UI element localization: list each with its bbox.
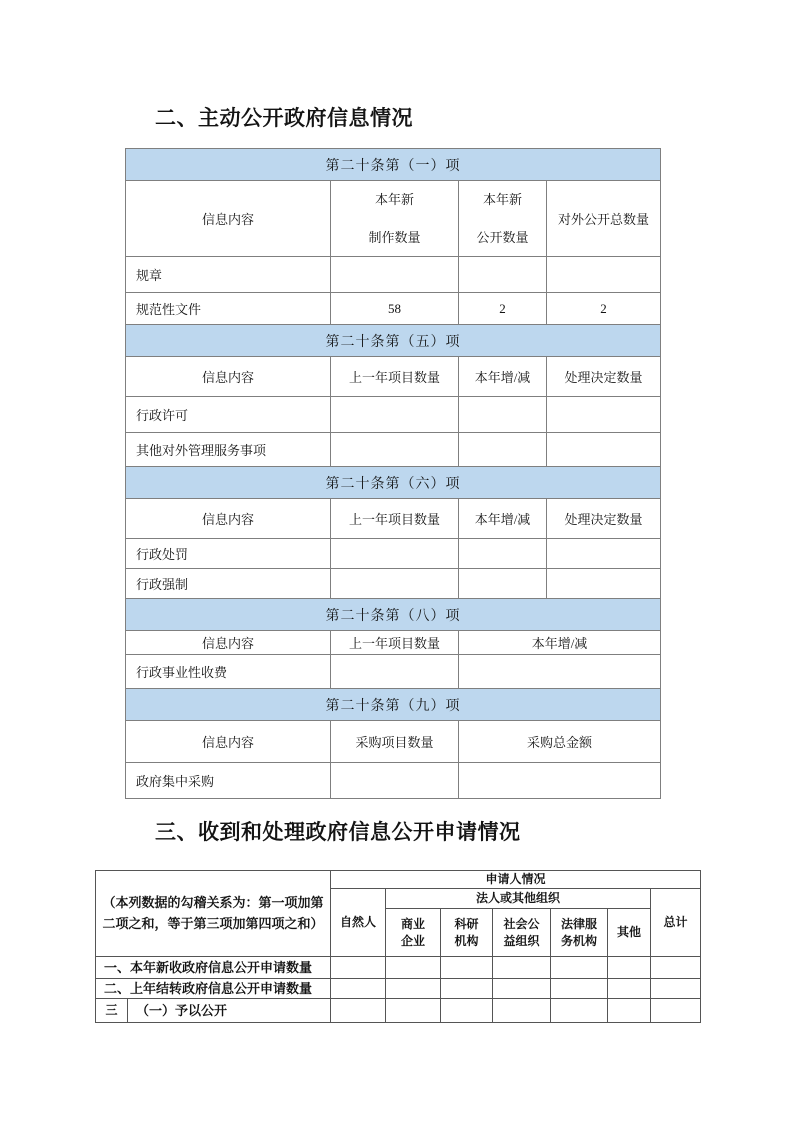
col-header-info-content: 信息内容 — [126, 721, 331, 763]
section-header-row — [126, 149, 661, 181]
empty-cell — [551, 979, 608, 999]
empty-cell — [441, 979, 493, 999]
col-header-prev-year-count: 上一年项目数量 — [331, 631, 459, 655]
table-row — [96, 957, 701, 979]
row-label-normative-documents: 规范性文件 — [126, 293, 331, 325]
empty-cell — [459, 569, 547, 599]
empty-cell — [651, 999, 701, 1023]
col-header-change: 本年增/减 — [459, 357, 547, 397]
col-header-change: 本年增/减 — [459, 499, 547, 539]
col-header-legal-or-other-org: 法人或其他组织 — [386, 889, 651, 909]
row-index-three: 三 — [96, 999, 128, 1023]
section-title: 第二十条第（一）项 — [126, 149, 661, 181]
column-header-row — [126, 631, 661, 655]
applicant-header-row — [96, 871, 701, 889]
column-header-row — [126, 721, 661, 763]
table-row — [126, 763, 661, 799]
table-row — [126, 655, 661, 689]
empty-cell — [547, 569, 661, 599]
empty-cell — [331, 763, 459, 799]
table-row — [126, 569, 661, 599]
empty-cell — [386, 957, 441, 979]
empty-cell — [459, 397, 547, 433]
col-header-info-content: 信息内容 — [126, 631, 331, 655]
col-header-natural-person: 自然人 — [331, 889, 386, 957]
row-label-new-applications: 一、本年新收政府信息公开申请数量 — [96, 957, 331, 979]
col-header-procurement-amount: 采购总金额 — [459, 721, 661, 763]
empty-cell — [331, 569, 459, 599]
empty-cell — [441, 957, 493, 979]
empty-cell — [608, 999, 651, 1023]
column-header-row — [126, 181, 661, 257]
empty-cell — [551, 999, 608, 1023]
cell-value: 58 — [331, 293, 459, 325]
empty-cell — [547, 539, 661, 569]
col-header-prev-year-count: 上一年项目数量 — [331, 357, 459, 397]
empty-cell — [547, 257, 661, 293]
col-header-prev-year-count: 上一年项目数量 — [331, 499, 459, 539]
empty-cell — [331, 957, 386, 979]
table-row — [96, 999, 701, 1023]
row-label-other-services: 其他对外管理服务事项 — [126, 433, 331, 467]
cell-value: 2 — [459, 293, 547, 325]
section-title: 第二十条第（九）项 — [126, 689, 661, 721]
applications-table — [95, 870, 701, 1023]
empty-cell — [331, 397, 459, 433]
empty-cell — [386, 979, 441, 999]
col-header-total-public-count: 对外公开总数量 — [547, 181, 661, 257]
col-header-info-content: 信息内容 — [126, 499, 331, 539]
table-row — [126, 293, 661, 325]
row-label-admin-licensing: 行政许可 — [126, 397, 331, 433]
empty-cell — [386, 999, 441, 1023]
table-row — [96, 979, 701, 999]
row-label-admin-penalty: 行政处罚 — [126, 539, 331, 569]
proactive-disclosure-table — [125, 148, 661, 799]
empty-cell — [608, 957, 651, 979]
col-header-decision-count: 处理决定数量 — [547, 357, 661, 397]
empty-cell — [331, 979, 386, 999]
section-title: 第二十条第（六）项 — [126, 467, 661, 499]
section-title: 第二十条第（五）项 — [126, 325, 661, 357]
col-header-new-made-count: 本年新 制作数量 — [331, 181, 459, 257]
row-label-granted-disclosure: （一）予以公开 — [128, 999, 331, 1023]
section3-heading: 三、收到和处理政府信息公开申请情况 — [155, 821, 521, 844]
empty-cell — [493, 957, 551, 979]
col-header-commercial-enterprise: 商业 企业 — [386, 909, 441, 957]
corner-note: （本列数据的勾稽关系为：第一项加第二项之和，等于第三项加第四项之和） — [96, 871, 331, 957]
empty-cell — [331, 999, 386, 1023]
section-header-row — [126, 599, 661, 631]
table-row — [126, 433, 661, 467]
empty-cell — [493, 999, 551, 1023]
table-row — [126, 397, 661, 433]
empty-cell — [651, 957, 701, 979]
empty-cell — [459, 433, 547, 467]
table-row — [126, 539, 661, 569]
empty-cell — [331, 539, 459, 569]
column-header-row — [126, 499, 661, 539]
col-header-legal-service-org: 法律服 务机构 — [551, 909, 608, 957]
row-label-regulations: 规章 — [126, 257, 331, 293]
col-header-info-content: 信息内容 — [126, 181, 331, 257]
row-label-admin-fees: 行政事业性收费 — [126, 655, 331, 689]
col-header-total: 总计 — [651, 889, 701, 957]
col-header-public-welfare-org: 社会公 益组织 — [493, 909, 551, 957]
section-header-row — [126, 689, 661, 721]
empty-cell — [608, 979, 651, 999]
empty-cell — [493, 979, 551, 999]
col-header-procurement-count: 采购项目数量 — [331, 721, 459, 763]
empty-cell — [331, 655, 459, 689]
col-header-decision-count: 处理决定数量 — [547, 499, 661, 539]
empty-cell — [547, 433, 661, 467]
empty-cell — [459, 763, 661, 799]
empty-cell — [331, 257, 459, 293]
table-row — [126, 257, 661, 293]
section-header-row — [126, 467, 661, 499]
empty-cell — [459, 539, 547, 569]
empty-cell — [651, 979, 701, 999]
col-header-applicant-situation: 申请人情况 — [331, 871, 701, 889]
section-title: 第二十条第（八）项 — [126, 599, 661, 631]
section2-heading: 二、主动公开政府信息情况 — [155, 107, 413, 130]
section-header-row — [126, 325, 661, 357]
col-header-info-content: 信息内容 — [126, 357, 331, 397]
row-label-carried-over-applications: 二、上年结转政府信息公开申请数量 — [96, 979, 331, 999]
row-label-admin-coercion: 行政强制 — [126, 569, 331, 599]
empty-cell — [551, 957, 608, 979]
empty-cell — [459, 257, 547, 293]
column-header-row — [126, 357, 661, 397]
col-header-new-published-count: 本年新 公开数量 — [459, 181, 547, 257]
row-label-centralized-procurement: 政府集中采购 — [126, 763, 331, 799]
col-header-other: 其他 — [608, 909, 651, 957]
cell-value: 2 — [547, 293, 661, 325]
empty-cell — [459, 655, 661, 689]
empty-cell — [547, 397, 661, 433]
empty-cell — [441, 999, 493, 1023]
col-header-research-institution: 科研 机构 — [441, 909, 493, 957]
empty-cell — [331, 433, 459, 467]
col-header-change: 本年增/减 — [459, 631, 661, 655]
